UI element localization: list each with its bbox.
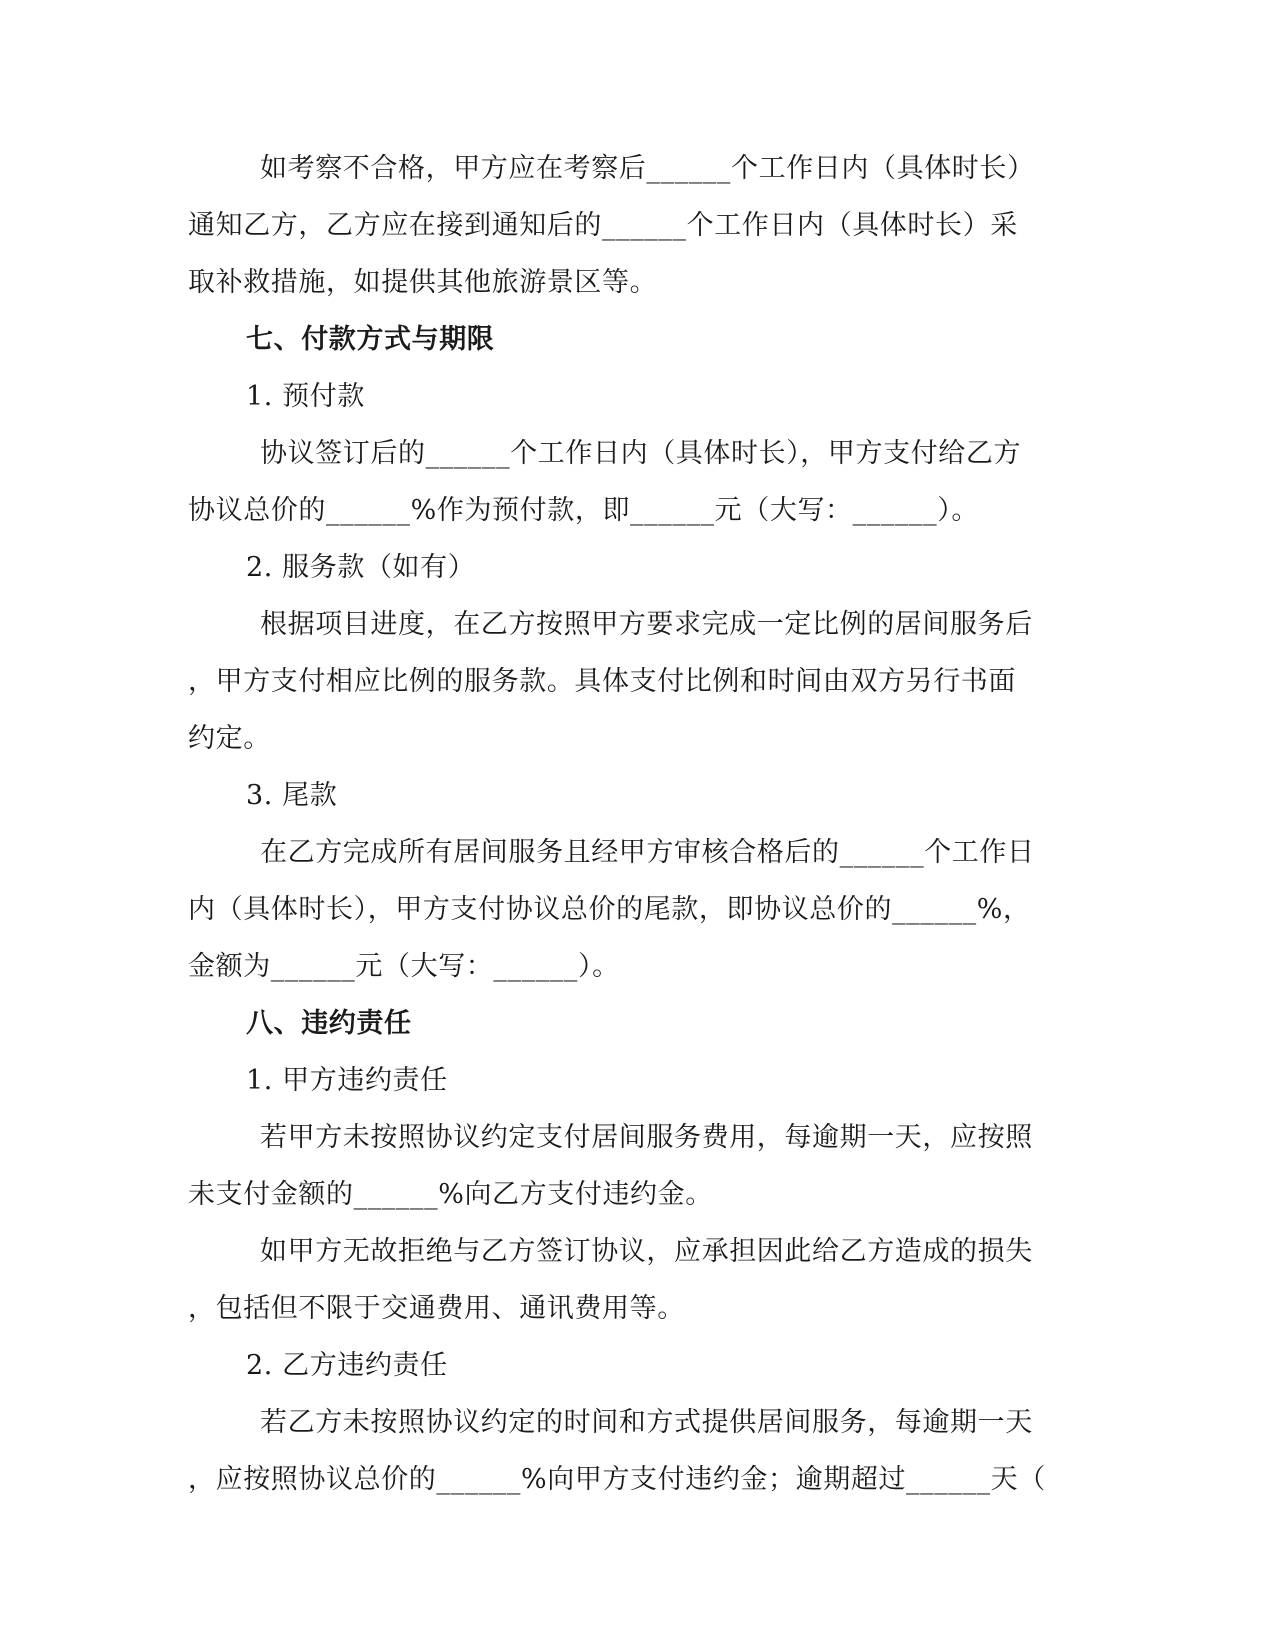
subsection-title-party-a-breach: 1. 甲方违约责任 [246,1065,448,1096]
paragraph-line: ，应按照协议总价的______%向甲方支付违约金；逾期超过______天（ [188,1464,1046,1495]
paragraph-line: 未支付金额的______%向乙方支付违约金。 [188,1179,713,1210]
paragraph-line: 在乙方完成所有居间服务且经甲方审核合格后的______个工作日 [260,837,1035,868]
paragraph-line: 内（具体时长），甲方支付协议总价的尾款，即协议总价的______%， [188,894,1031,925]
subsection-title-service-fee: 2. 服务款（如有） [246,552,476,583]
subsection-title-prepayment: 1. 预付款 [246,381,365,412]
paragraph-line: 如甲方无故拒绝与乙方签订协议，应承担因此给乙方造成的损失 [260,1236,1033,1267]
paragraph-line: 若甲方未按照协议约定支付居间服务费用，每逾期一天，应按照 [260,1122,1033,1153]
section-heading-breach: 八、违约责任 [246,1008,412,1039]
document-body [188,140,1088,1508]
paragraph-line: 通知乙方，乙方应在接到通知后的______个工作日内（具体时长）采 [188,210,1018,241]
subsection-title-party-b-breach: 2. 乙方违约责任 [246,1350,448,1381]
paragraph-line: 若乙方未按照协议约定的时间和方式提供居间服务，每逾期一天 [260,1407,1033,1438]
subsection-title-final-payment: 3. 尾款 [246,780,338,811]
paragraph-line: 如考察不合格，甲方应在考察后______个工作日内（具体时长） [260,153,1035,184]
paragraph-line: ，甲方支付相应比例的服务款。具体支付比例和时间由双方另行书面 [188,666,1016,697]
section-heading-payment: 七、付款方式与期限 [246,324,495,355]
paragraph-line: 取补救措施，如提供其他旅游景区等。 [188,267,658,298]
paragraph-line: 根据项目进度，在乙方按照甲方要求完成一定比例的居间服务后 [260,609,1033,640]
paragraph-line: 协议签订后的______个工作日内（具体时长），甲方支付给乙方 [260,438,1022,469]
paragraph-line: 金额为______元（大写：______）。 [188,951,620,982]
paragraph-line: 协议总价的______%作为预付款，即______元（大写：______）。 [188,495,979,526]
paragraph-line: 约定。 [188,723,271,754]
paragraph-line: ，包括但不限于交通费用、通讯费用等。 [188,1293,685,1324]
